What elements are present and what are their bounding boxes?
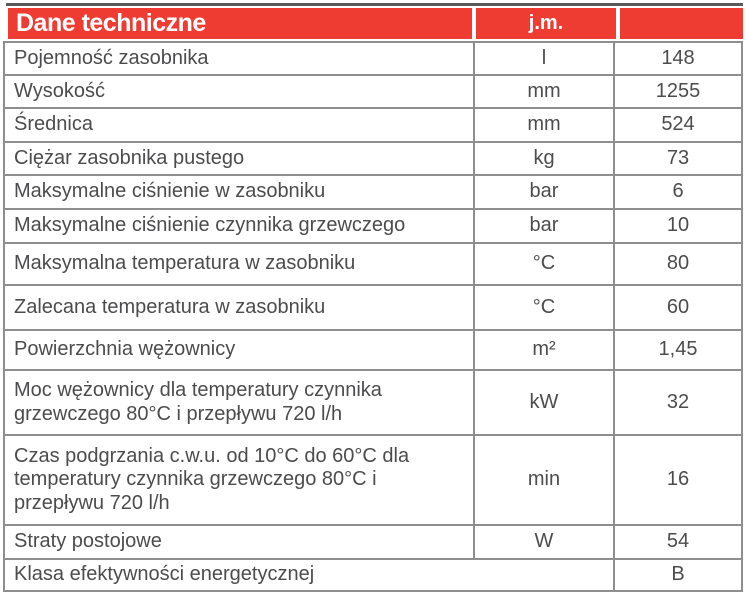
spec-unit: bar [473,210,615,242]
table-row [5,242,741,284]
spec-name: Maksymalna temperatura w zasobniku [14,252,356,275]
spec-unit: m² [473,331,615,369]
spec-name: Wysokość [14,79,105,102]
technical-data-table [3,8,743,592]
spec-unit: kW [473,371,615,434]
unit-column-header: j.m. [476,8,616,39]
table-row [5,284,741,329]
table-row [5,41,741,74]
table-row [5,329,741,369]
table-title: Dane techniczne [8,8,472,39]
spec-unit: W [473,526,615,558]
spec-name: Moc wężownicy dla temperatury czynnika grzewczego 80°C i przepływu 720 l/h [14,378,382,425]
spec-name: Maksymalne ciśnienie w zasobniku [14,180,326,203]
spec-name: Ciężar zasobnika pustego [14,146,245,169]
spec-value: 6 [672,180,684,203]
spec-unit: kg [473,143,615,174]
spec-value: 148 [661,46,695,69]
table-row [5,524,741,558]
spec-unit: °C [473,244,615,284]
table-row [5,208,741,242]
table-row [5,107,741,141]
spec-unit: mm [473,109,615,141]
spec-name: Powierzchnia wężownicy [14,338,236,361]
spec-value: 80 [666,252,690,275]
spec-unit: bar [473,176,615,208]
spec-name: Klasa efektywności energetycznej [5,560,615,590]
spec-unit: l [473,43,615,74]
table-header-row [8,8,743,39]
table-row [5,74,741,107]
spec-value: 1255 [655,79,701,102]
table-row [5,141,741,174]
spec-value: 1,45 [658,338,698,361]
spec-value: 16 [666,468,690,491]
spec-value: 54 [666,530,690,553]
spec-value: 524 [661,113,695,136]
table-row [5,174,741,208]
spec-unit: min [473,436,615,524]
spec-value: 60 [666,295,690,318]
spec-value: 10 [666,214,690,237]
value-column-header [620,8,743,39]
table-row [5,434,741,524]
spec-name: Maksymalne ciśnienie czynnika grzewczego [14,214,406,237]
spec-unit: °C [473,286,615,329]
spec-name: Straty postojowe [14,530,162,553]
spec-value: B [671,563,685,586]
spec-unit: mm [473,76,615,107]
spec-name: Zalecana temperatura w zasobniku [14,295,326,318]
table-body [3,41,743,592]
spec-name: Średnica [14,113,93,136]
spec-value: 32 [666,390,690,413]
table-row [5,369,741,434]
spec-value: 73 [666,146,690,169]
table-top-border [6,3,743,6]
spec-name: Pojemność zasobnika [14,46,209,69]
table-row [5,558,741,590]
spec-name: Czas podgrzania c.w.u. od 10°C do 60°C dla temperatury czynnika grzewczego 80°C i przepływu 720 l/h [14,444,410,514]
